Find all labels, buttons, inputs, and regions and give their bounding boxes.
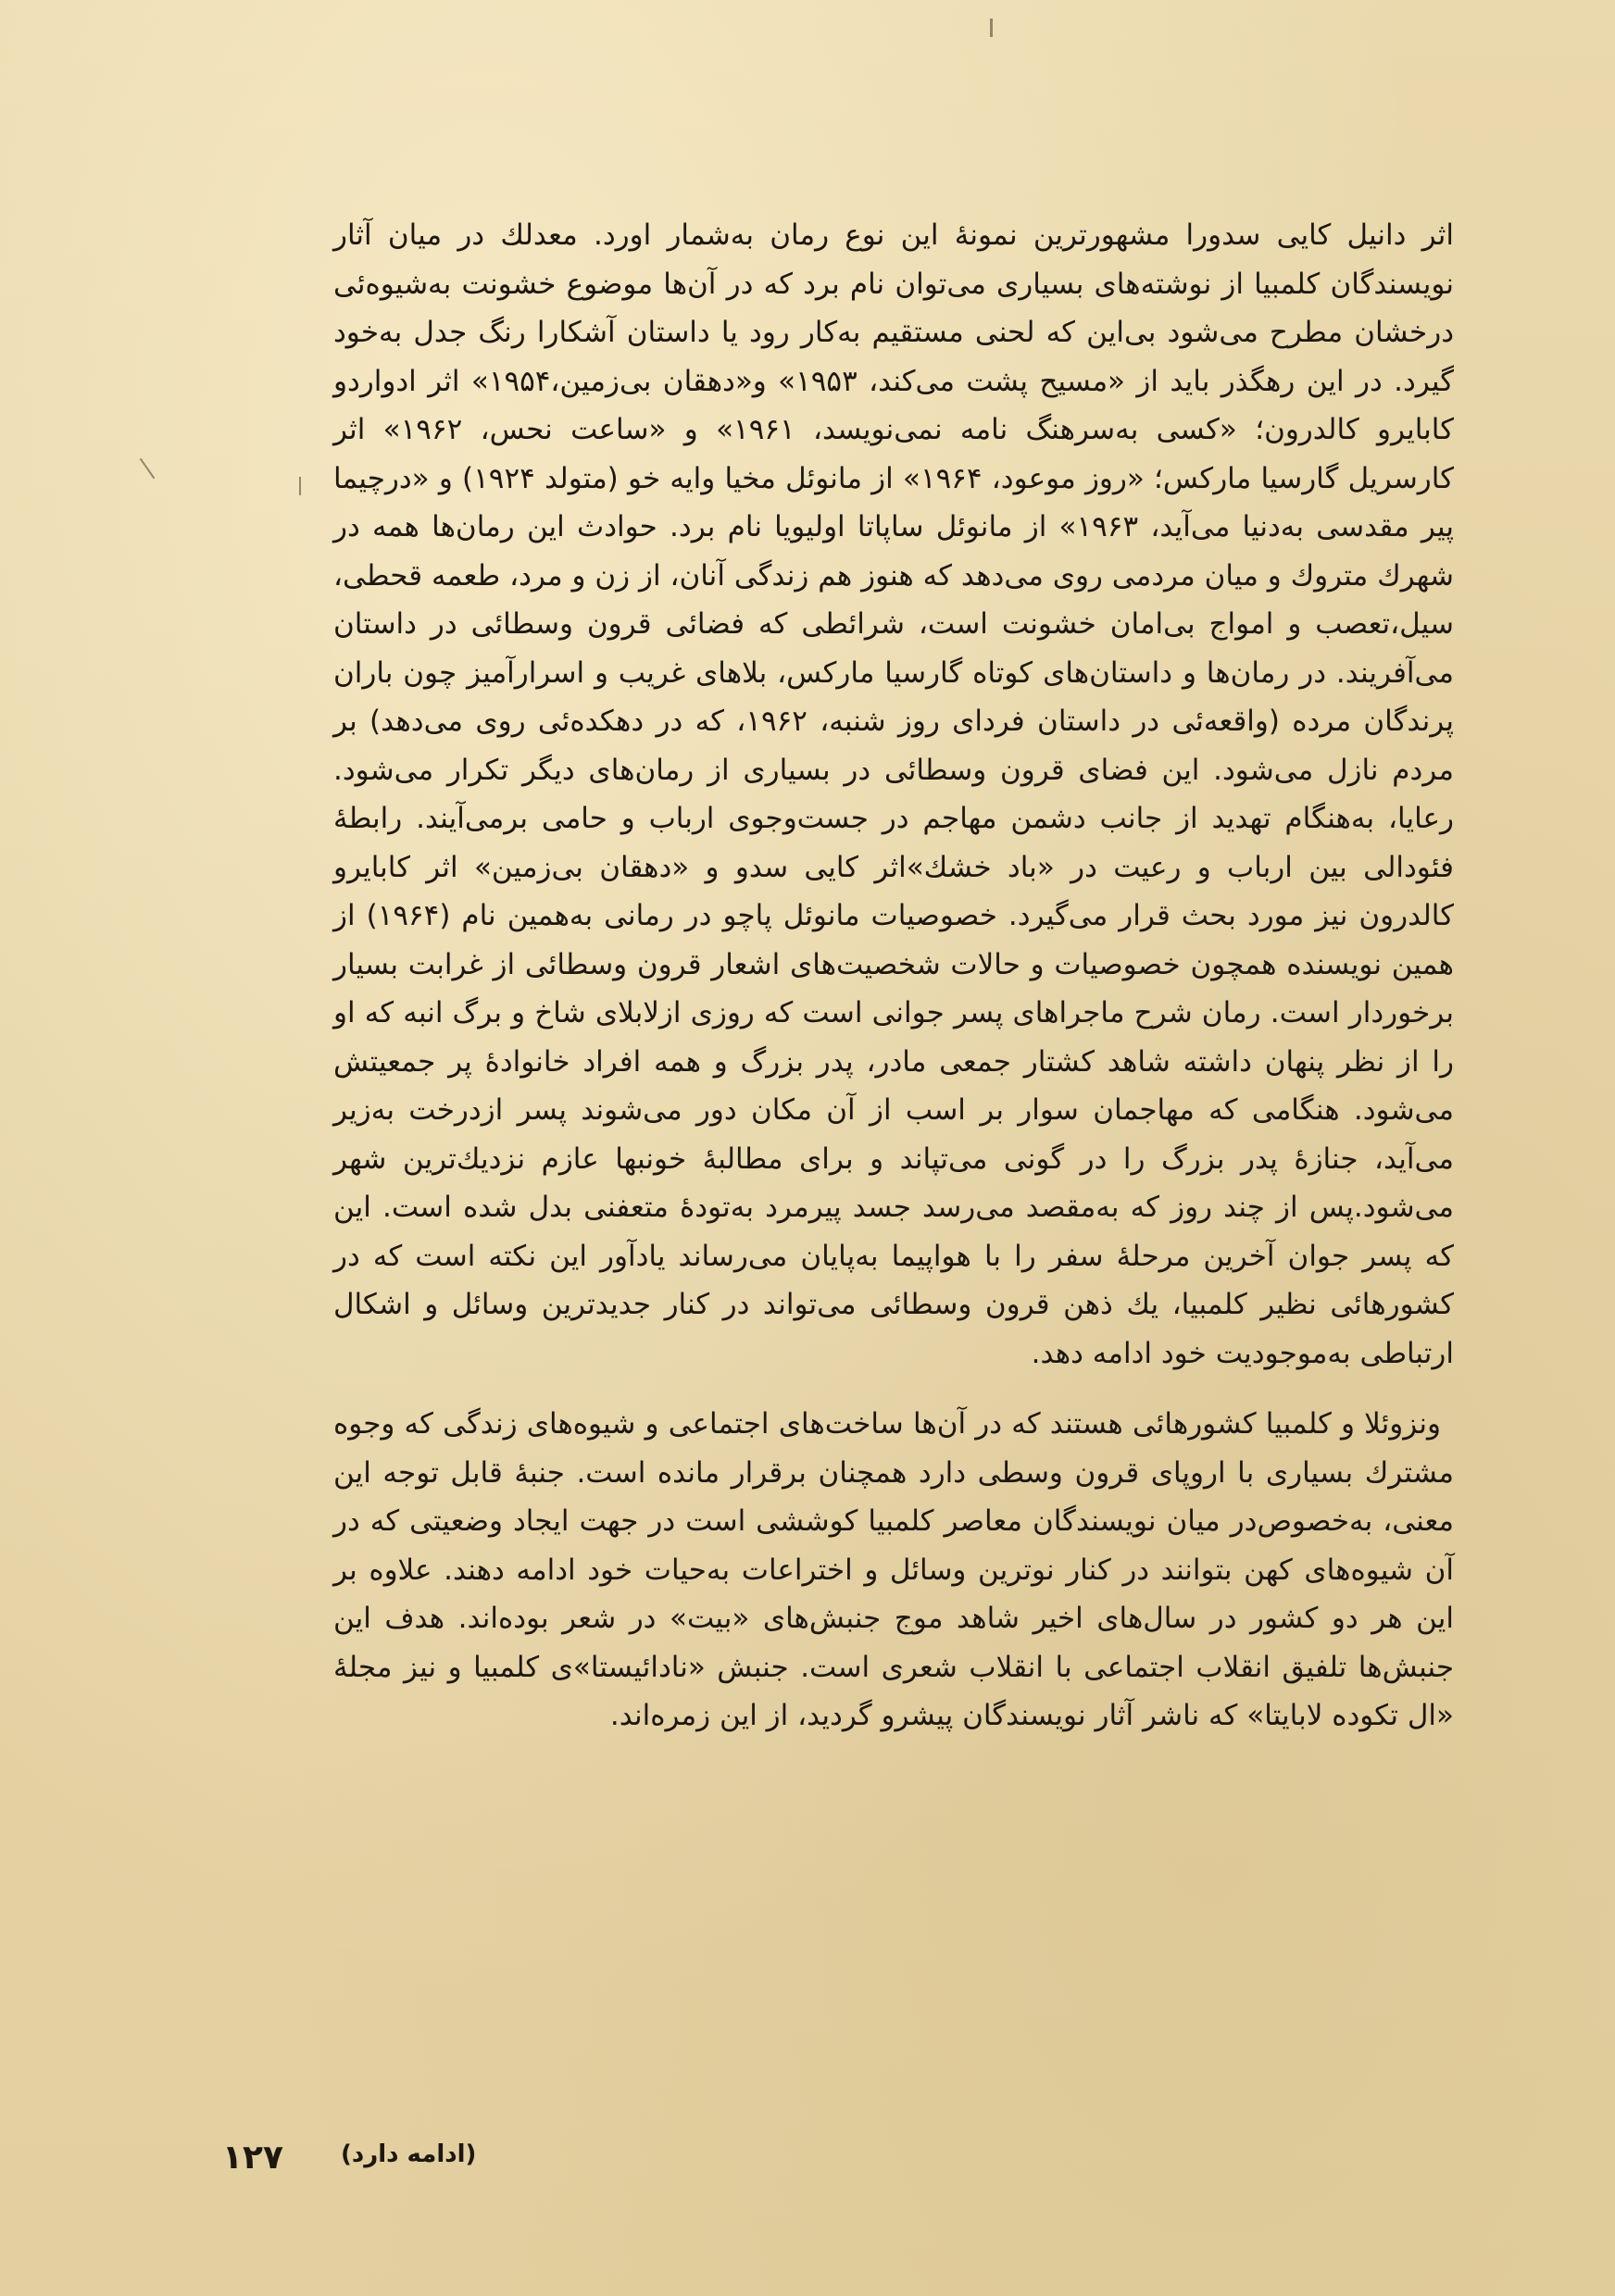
article-paragraph: ونزوئلا و کلمبیا کشورهائی هستند که در آن‌ها ساخت‌های اجتماعی و شیوه‌های زندگی که وجوه مشترك بسیاری با اروپای قرون وسطی دارد همچنان برقرار مانده است. جنبهٔ قابل توجه این معنی، به‌خصوص‌در میان نویسندگان معاصر کلمبیا کوششی است در جهت ایجاد وضعیتی که در آن شیوه‌های کهن بتوانند در کنار نوترین وسائل و اختراعات به‌حیات خود ادامه دهند. علاوه بر این هر دو کشور در سال‌های اخیر شاهد موج جنبش‌های «بیت» در شعر بوده‌اند. هدف این جنبش‌ها تلفیق انقلاب اجتماعی با انقلاب شعری است. جنبش «نادائیستا»ی کلمبیا و نیز مجلهٔ «ال تکوده لابایتا» که ناشر آثار نویسندگان پیشرو گردید، از این زمره‌اند. [333,1407,1454,1732]
paper-mark [990,19,993,37]
page-number: ۱۲۷ [222,2139,283,2177]
continued-label: (ادامه دارد) [341,2140,477,2168]
paper-mark [140,458,156,479]
paper-mark [299,477,301,495]
article-paragraph: اثر دانیل کایی سدورا مشهورترین نمونهٔ این نوع رمان به‌شمار اورد. معدلك در میان آثار نویسندگان کلمبیا از نوشته‌های بسیاری می‌توان نام برد که در آن‌ها موضوع خشونت به‌شیوه‌ئی درخشان مطرح می‌شود بی‌این که لحنی مستقیم به‌کار رود یا داستان آشکارا رنگ جدل به‌خود گیرد. در این رهگذر باید از «مسیح پشت می‌کند، ۱۹۵۳» و«دهقان بی‌زمین،۱۹۵۴» اثر ادواردو کابایرو کالدرون؛ «کسی به‌سرهنگ نامه نمی‌نویسد، ۱۹۶۱» و «ساعت نحس، ۱۹۶۲» اثر کارسریل گارسیا مارکس؛ «روز موعود، ۱۹۶۴» از مانوئل مخیا وایه خو (متولد ۱۹۲۴) و «درچیما پیر مقدسی به‌دنیا می‌آید، ۱۹۶۳» از مانوئل ساپاتا اولیویا نام برد. حوادث این رمان‌ها همه در شهرك متروك و میان مردمی روی می‌دهد که هنوز هم زندگی آنان، از زن و مرد، طعمه قحطی، سیل،تعصب و امواج بی‌امان خشونت است، شرائطی که فضائی قرون وسطائی در داستان می‌آفریند. در رمان‌ها و داستان‌های کوتاه گارسیا مارکس، بلاهای غریب و اسرارآمیز چون باران پرندگان مرده (واقعه‌ئی در داستان فردای روز شنبه، ۱۹۶۲، که در دهکده‌ئی روی می‌دهد) بر مردم نازل می‌شود. این فضای قرون وسطائی در بسیاری از رمان‌های دیگر تکرار می‌شود. رعایا، به‌هنگام تهدید از جانب دشمن مهاجم در جست‌وجوی ارباب و حامی برمی‌آیند. رابطهٔ فئودالی بین ارباب و رعیت در «باد خشك»اثر کایی سدو و «دهقان بی‌زمین» اثر کابایرو کالدرون نیز مورد بحث قرار می‌گیرد. خصوصیات مانوئل پاچو در رمانی به‌همین نام (۱۹۶۴) از همین نویسنده همچون خصوصیات و حالات شخصیت‌های اشعار قرون وسطائی از غرابت بسیار برخوردار است. رمان شرح ماجراهای پسر جوانی است که روزی ازلابلای شاخ و برگ انبه که او را از نظر پنهان داشته شاهد کشتار جمعی مادر، پدر بزرگ و همه افراد خانوادهٔ پر جمعیتش می‌شود. هنگامی که مهاجمان سوار بر اسب از آن مکان دور می‌شوند پسر ازدرخت به‌زیر می‌آید، جنازهٔ پدر بزرگ را در گونی می‌تپاند و برای مطالبهٔ خونبها عازم نزدیك‌ترین شهر می‌شود.پس از چند روز که به‌مقصد می‌رسد جسد پیرمرد به‌تودهٔ متعفنی بدل شده است. این که پسر جوان آخرین مرحلهٔ سفر را با هواپیما به‌پایان می‌رساند یادآور این نکته است که در کشورهائی نظیر کلمبیا، یك ذهن قرون وسطائی می‌تواند در کنار جدیدترین وسائل و اشکال ارتباطی به‌موجودیت خود ادامه دهد. [333,218,1455,1370]
page-footer [222,2135,593,2190]
article-body [333,211,1454,1741]
